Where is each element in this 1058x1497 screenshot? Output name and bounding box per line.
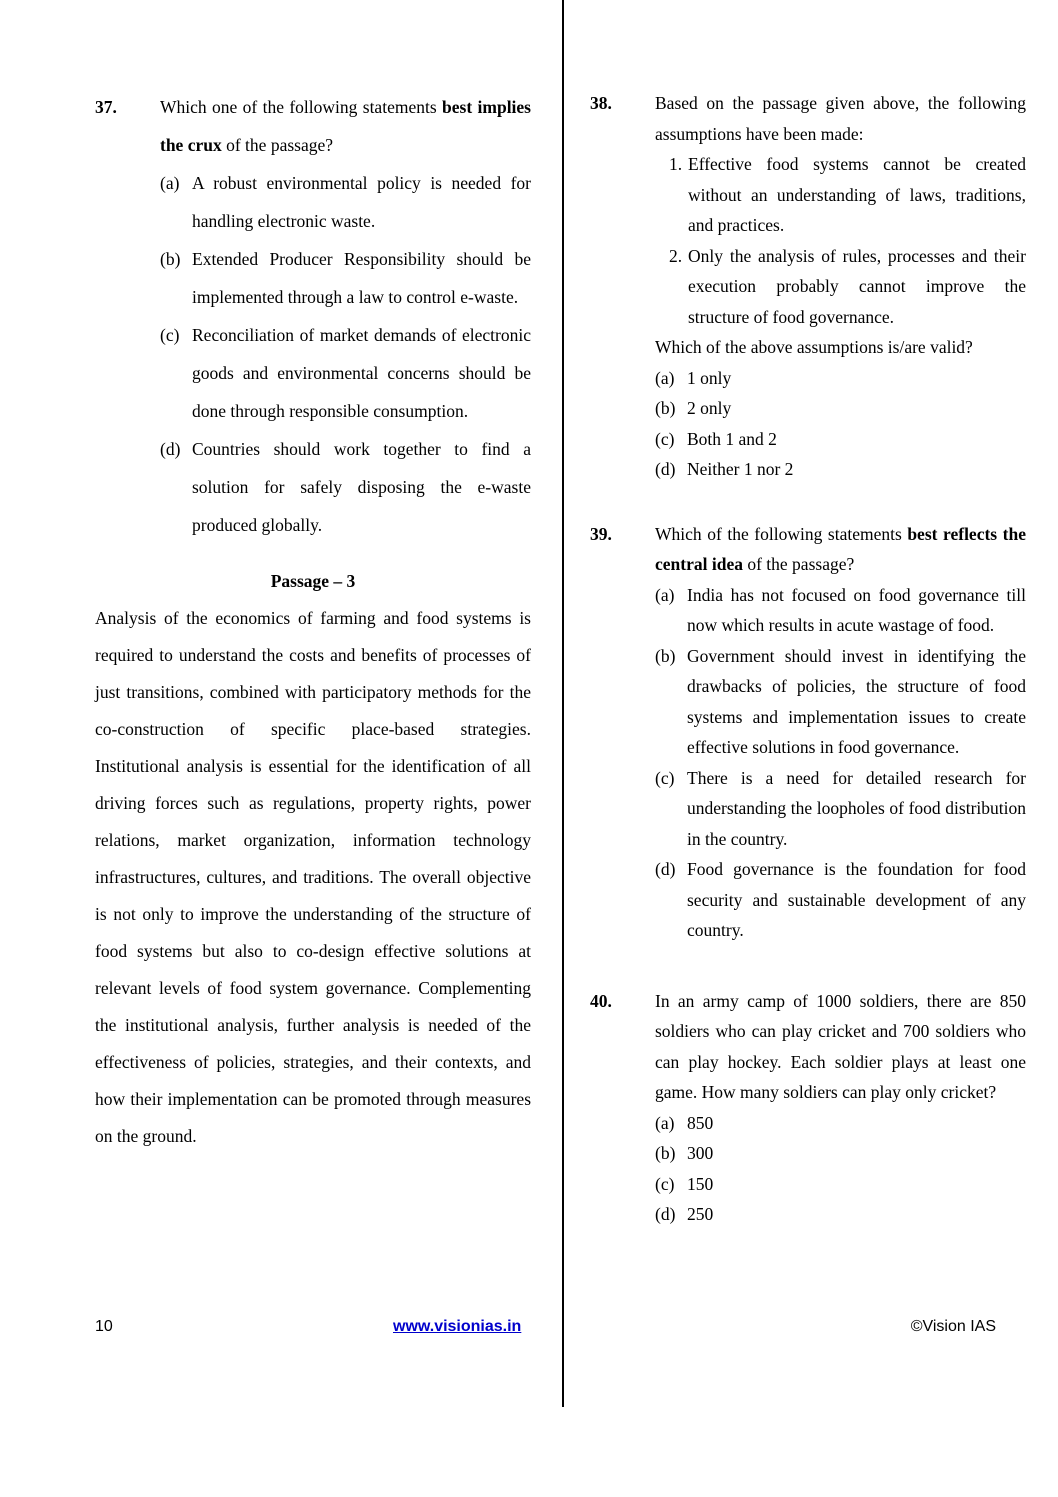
question-38-option-d	[655, 454, 1026, 485]
option-text: Food governance is the foundation for food security and sustainable development of any country.	[687, 859, 1026, 940]
option-label: (c)	[160, 325, 180, 345]
question-37	[95, 88, 531, 544]
website-link[interactable]: www.visionias.in	[393, 1318, 522, 1335]
option-label: (d)	[160, 439, 181, 459]
question-39	[590, 519, 1026, 946]
question-39-text-part: of the passage?	[742, 554, 855, 574]
question-38-option-c	[655, 424, 1026, 455]
question-37-number: 37.	[95, 97, 117, 117]
question-39-number: 39.	[590, 523, 612, 544]
option-label: (c)	[655, 428, 675, 449]
passage-title: Passage – 3	[270, 571, 356, 591]
question-40-option-a	[655, 1108, 1026, 1139]
assumption-text: Only the analysis of rules, processes and their execution probably cannot improve the structure of food governance.	[688, 245, 1026, 327]
assumption-label: 1.	[669, 154, 683, 174]
question-40-option-c	[655, 1169, 1026, 1200]
option-text: Countries should work together to find a solution for safely disposing the e-waste produced globally.	[192, 439, 531, 535]
page-number: 10	[95, 1318, 113, 1335]
question-39-option-d	[655, 854, 1026, 946]
question-37-option-c	[160, 316, 531, 430]
option-text: Reconciliation of market demands of electronic goods and environmental concerns should be done through responsible consumption.	[192, 325, 531, 421]
option-text: Government should invest in identifying the drawbacks of policies, the structure of food systems and implementation issues to create effective solutions in food governance.	[687, 645, 1026, 757]
option-label: (c)	[655, 1173, 675, 1194]
question-39-option-c	[655, 763, 1026, 855]
left-column	[95, 88, 531, 1155]
option-text: 150	[687, 1173, 714, 1194]
question-40-number: 40.	[590, 990, 612, 1011]
option-text: 250	[687, 1204, 714, 1224]
question-38-option-a	[655, 363, 1026, 394]
right-column	[590, 88, 1026, 1230]
option-label: (b)	[655, 1143, 676, 1163]
question-37-text-bold: best implies the crux	[160, 97, 531, 155]
question-37-text-part: of the passage?	[221, 135, 334, 155]
question-38-intro: Based on the passage given above, the following assumptions have been made:	[655, 93, 1026, 144]
option-label: (c)	[655, 767, 675, 788]
question-40	[590, 986, 1026, 1230]
question-39-text	[655, 519, 1026, 580]
column-divider	[562, 0, 564, 1407]
question-37-option-d	[160, 430, 531, 544]
option-label: (a)	[655, 367, 675, 388]
question-37-option-b	[160, 240, 531, 316]
option-label: (b)	[655, 645, 676, 666]
copyright-text: ©Vision IAS	[910, 1318, 996, 1335]
option-label: (b)	[655, 398, 676, 418]
question-37-text-part: Which one of the following statements	[160, 97, 443, 117]
question-39-text-part: Which of the following statements	[655, 523, 908, 544]
question-39-text-bold: best reflects the central idea	[655, 523, 1026, 574]
question-38-number: 38.	[590, 93, 612, 113]
option-text: 300	[687, 1143, 714, 1163]
question-37-text	[160, 88, 531, 164]
option-label: (a)	[655, 584, 675, 605]
question-38-option-b	[655, 393, 1026, 424]
assumption-text: Effective food systems cannot be created without an understanding of laws, traditions, and practices.	[688, 154, 1026, 235]
question-40-option-d	[655, 1199, 1026, 1230]
question-38-stem: Which of the above assumptions is/are valid?	[655, 337, 973, 357]
option-label: (d)	[655, 859, 676, 879]
option-text: Both 1 and 2	[687, 428, 777, 449]
option-text: Extended Producer Responsibility should be implemented through a law to control e-waste.	[192, 249, 531, 307]
option-text: There is a need for detailed research for understanding the loopholes of food distribution in the country.	[687, 767, 1026, 849]
option-label: (a)	[160, 173, 180, 193]
question-39-option-b	[655, 641, 1026, 763]
question-40-text: In an army camp of 1000 soldiers, there are 850 soldiers who can play cricket and 700 soldiers who can play hockey. Each soldier plays at least one game. How many soldiers can play only cricket?	[655, 990, 1026, 1102]
question-38-assumption-2	[669, 241, 1026, 333]
option-label: (d)	[655, 459, 676, 479]
option-text: 850	[687, 1112, 714, 1133]
option-text: Neither 1 nor 2	[687, 459, 794, 479]
option-label: (b)	[160, 249, 181, 269]
option-label: (a)	[655, 1112, 675, 1133]
question-38-assumption-1	[669, 149, 1026, 241]
assumption-label: 2.	[669, 245, 683, 266]
question-40-option-b	[655, 1138, 1026, 1169]
option-text: A robust environmental policy is needed for handling electronic waste.	[192, 173, 531, 231]
passage-body: Analysis of the economics of farming and food systems is required to understand the costs and benefits of processes of just transitions, combined with participatory methods for the co-construction of specific place-based strategies. Institutional analysis is essential for the identification of all driving forces such as regulations, property rights, power relations, market organization, information technology infrastructures, cultures, and traditions. The overall objective is not only to improve the understanding of the structure of food systems but also to co-design effective solutions at relevant levels of food system governance. Complementing the institutional analysis, further analysis is needed of the effectiveness of policies, strategies, and their contexts, and how their implementation can be promoted through measures on the ground.	[95, 608, 531, 1146]
question-37-option-a	[160, 164, 531, 240]
option-text: 2 only	[687, 398, 732, 418]
option-text: India has not focused on food governance till now which results in acute wastage of food.	[687, 584, 1026, 635]
question-38	[590, 88, 1026, 485]
question-39-option-a	[655, 580, 1026, 641]
option-text: 1 only	[687, 367, 732, 388]
option-label: (d)	[655, 1204, 676, 1224]
